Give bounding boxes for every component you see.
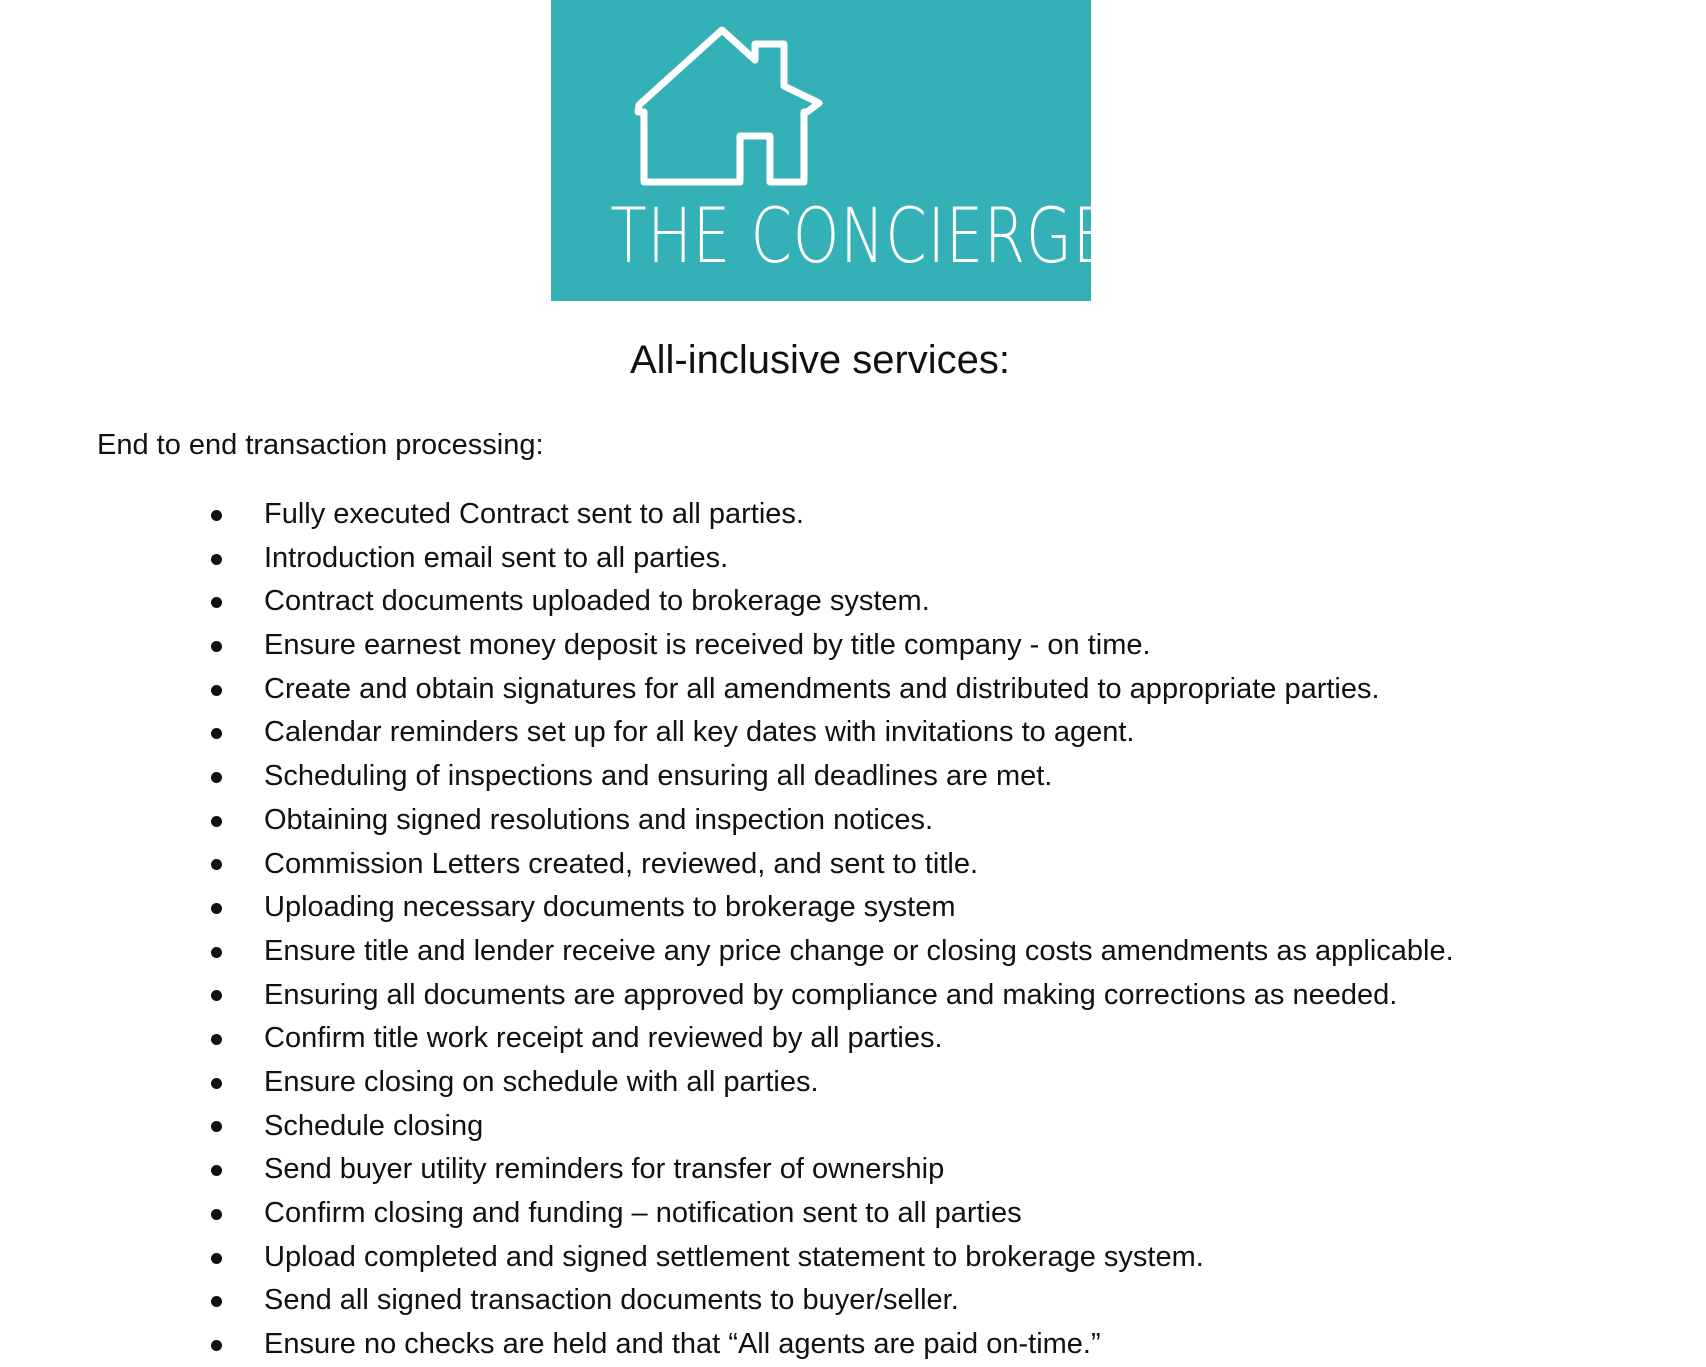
bullet-icon	[211, 1209, 222, 1220]
bullet-icon	[211, 554, 222, 565]
service-text: Introduction email sent to all parties.	[264, 541, 729, 574]
service-text: Schedule closing	[264, 1109, 484, 1142]
bullet-icon	[211, 641, 222, 652]
service-text: Ensure earnest money deposit is received by title company - on time.	[264, 629, 1151, 662]
service-text: Upload completed and signed settlement statement to brokerage system.	[264, 1240, 1204, 1273]
bullet-icon	[211, 597, 222, 608]
service-text: Send all signed transaction documents to buyer/seller.	[264, 1284, 959, 1317]
bullet-icon	[211, 947, 222, 958]
service-text: Ensure no checks are held and that “All agents are paid on-time.”	[264, 1328, 1101, 1361]
service-text: Scheduling of inspections and ensuring all deadlines are met.	[264, 760, 1053, 793]
service-text: Contract documents uploaded to brokerage system.	[264, 585, 930, 618]
logo-text: THE CONCIERGE TC	[610, 191, 1207, 280]
bullet-icon	[211, 1296, 222, 1307]
bullet-icon	[211, 990, 222, 1001]
service-text: Send buyer utility reminders for transfer of ownership	[264, 1153, 945, 1186]
bullet-icon	[211, 859, 222, 870]
service-text: Commission Letters created, reviewed, and sent to title.	[264, 847, 979, 880]
service-text: Confirm title work receipt and reviewed by all parties.	[264, 1022, 943, 1055]
service-text: Ensure title and lender receive any price change or closing costs amendments as applicable.	[264, 934, 1454, 967]
bullet-icon	[211, 685, 222, 696]
bullet-icon	[211, 772, 222, 783]
bullet-icon	[211, 1121, 222, 1132]
bullet-icon	[211, 903, 222, 914]
service-text: Create and obtain signatures for all amendments and distributed to appropriate parties.	[264, 672, 1380, 705]
bullet-icon	[211, 816, 222, 827]
service-text: Calendar reminders set up for all key dates with invitations to agent.	[264, 716, 1135, 749]
bullet-icon	[211, 510, 222, 521]
company-logo	[551, 0, 1207, 301]
service-text: Ensure closing on schedule with all parties.	[264, 1065, 819, 1098]
service-text: Uploading necessary documents to brokerage system	[264, 891, 956, 924]
bullet-icon	[211, 728, 222, 739]
bullet-icon	[211, 1165, 222, 1176]
service-text: Obtaining signed resolutions and inspection notices.	[264, 803, 934, 836]
bullet-icon	[211, 1034, 222, 1045]
bullet-icon	[211, 1253, 222, 1264]
page-title: All-inclusive services:	[629, 338, 1011, 382]
service-text: Fully executed Contract sent to all parties.	[264, 498, 804, 530]
service-text: Ensuring all documents are approved by compliance and making corrections as needed.	[264, 978, 1398, 1011]
intro-heading: End to end transaction processing:	[97, 429, 544, 461]
bullet-icon	[211, 1078, 222, 1089]
bullet-icon	[211, 1340, 222, 1351]
service-text: Confirm closing and funding – notification sent to all parties	[264, 1197, 1022, 1229]
